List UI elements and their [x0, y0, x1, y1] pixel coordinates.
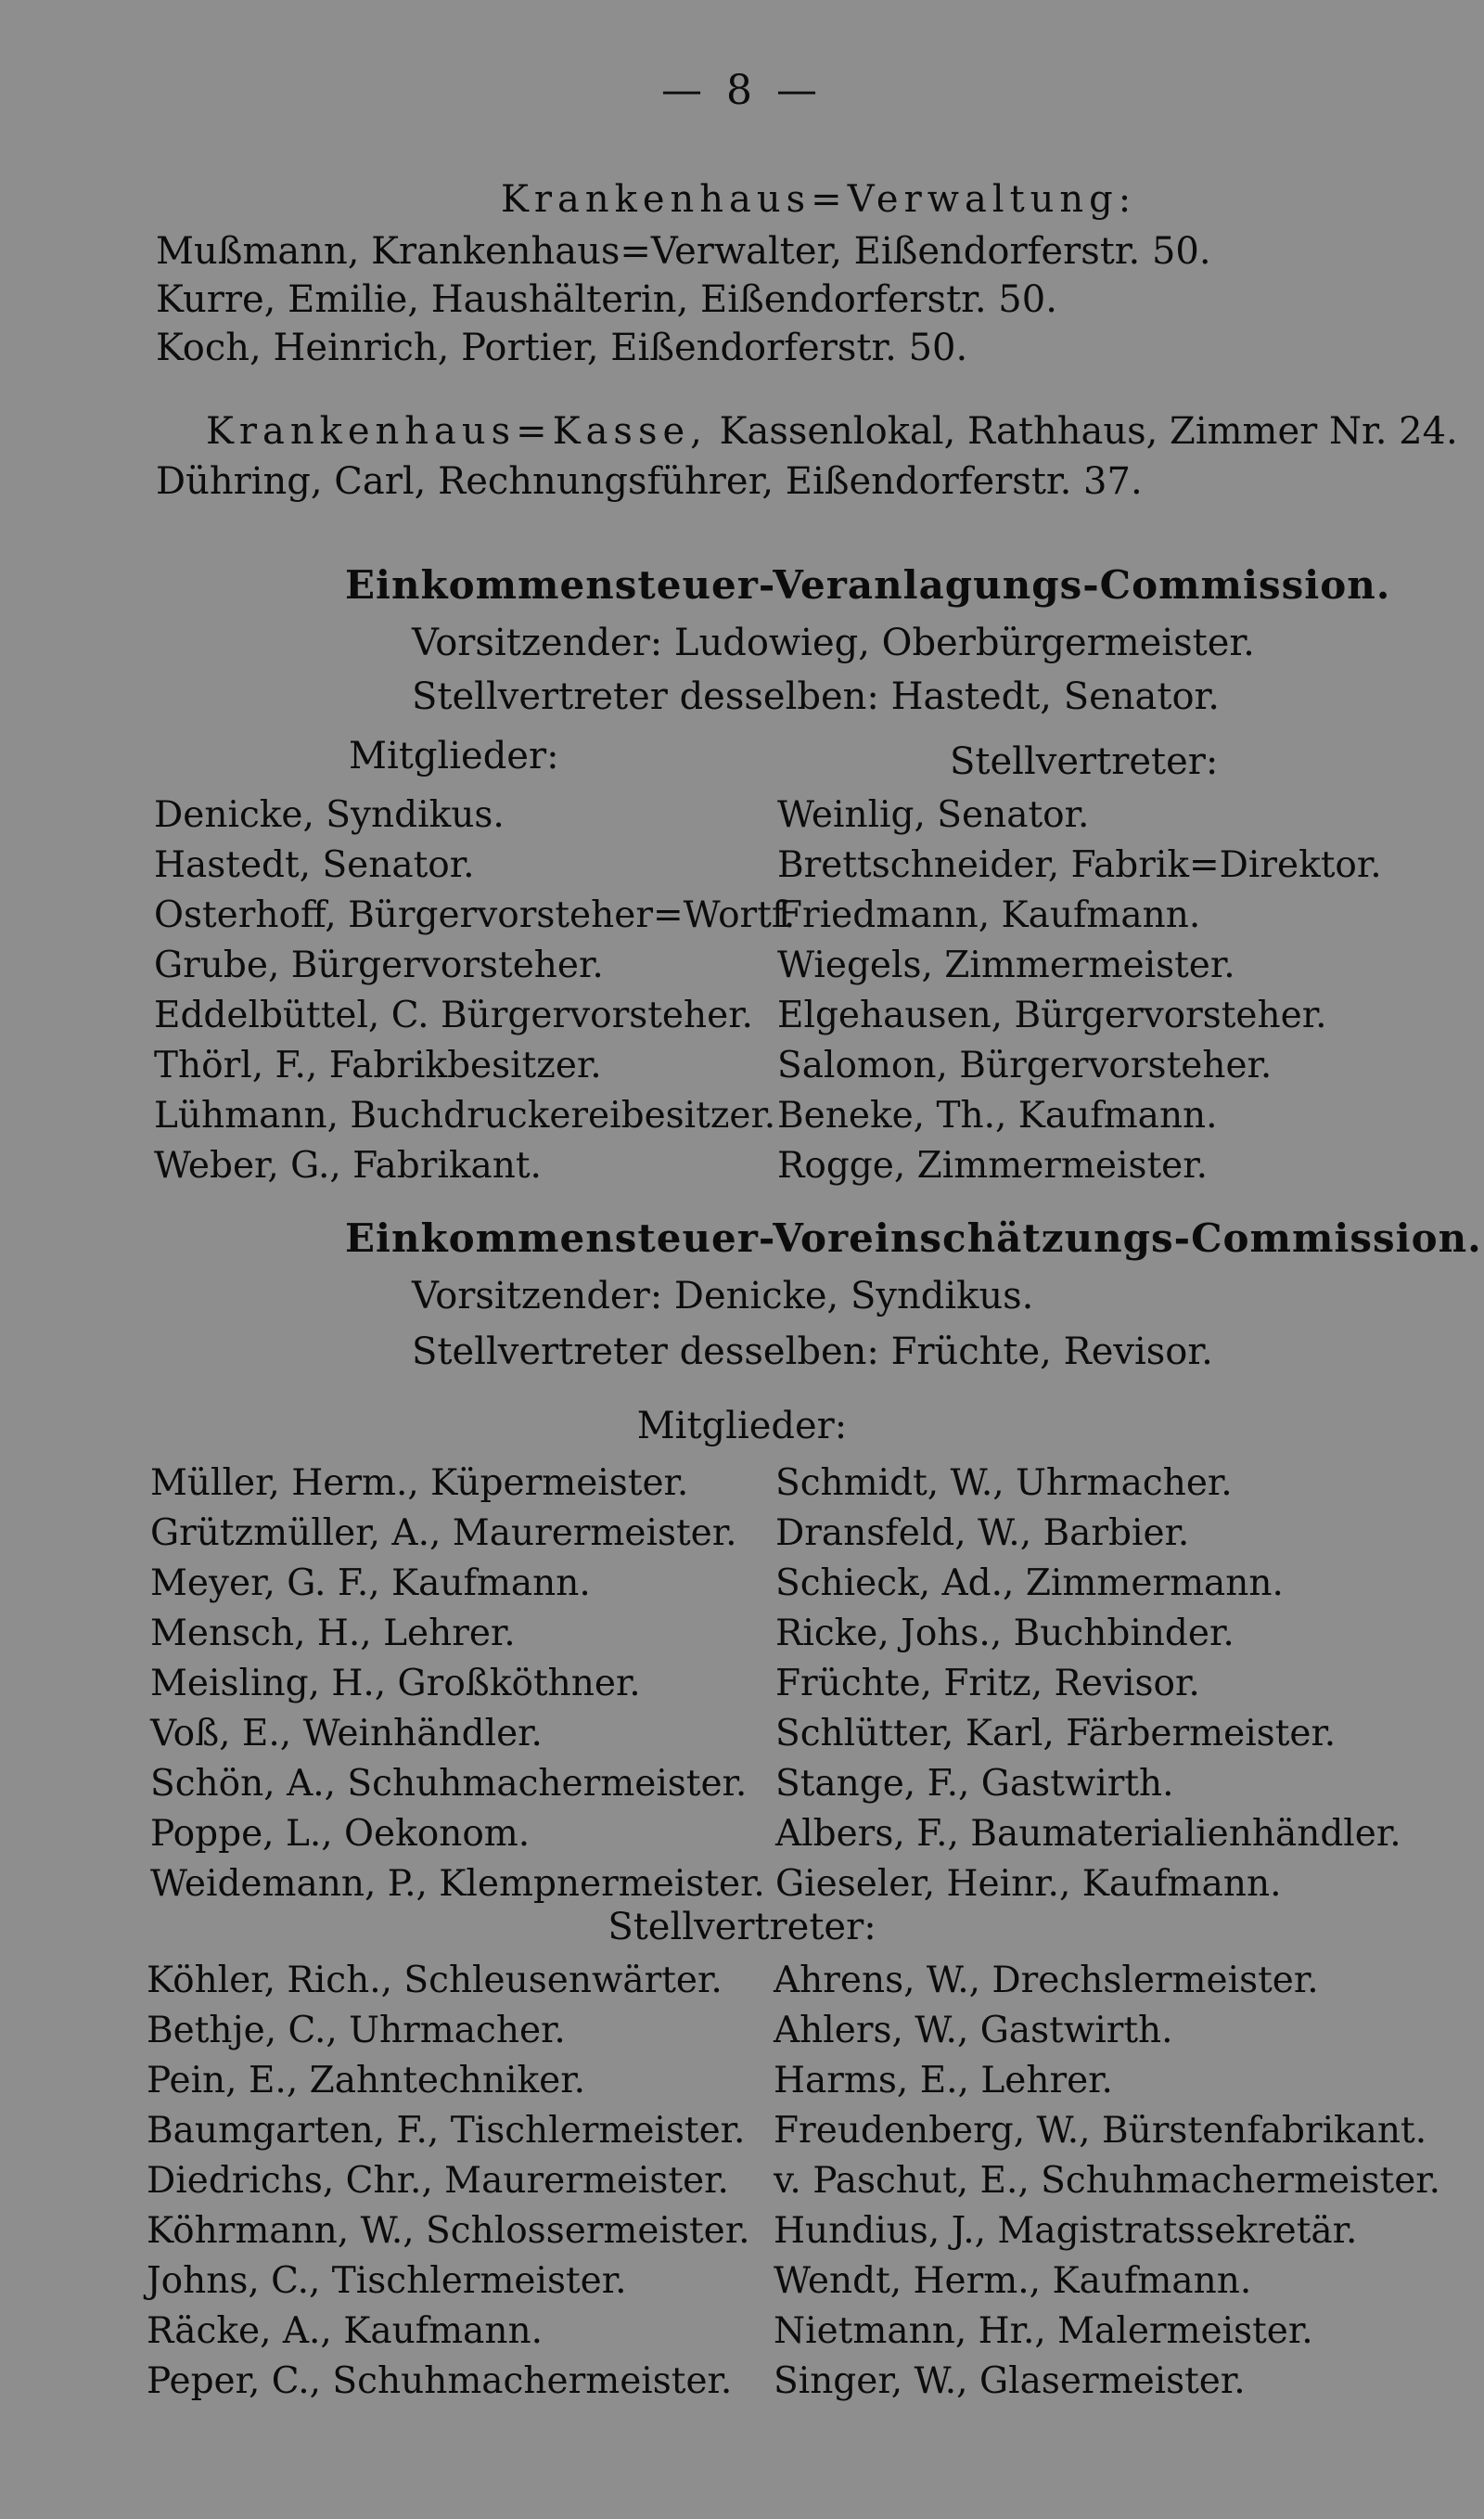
- list-item: Schlütter, Karl, Färbermeister.: [775, 1713, 1337, 1754]
- list-item: Harms, E., Lehrer.: [774, 2060, 1113, 2101]
- krankenhaus-kasse-person: Dühring, Carl, Rechnungsführer, Eißendorferstr. 37.: [156, 460, 1143, 503]
- veranlagungs-deputies-header: Stellvertreter:: [950, 740, 1219, 783]
- list-item: Friedmann, Kaufmann.: [777, 894, 1201, 936]
- list-item: Diedrichs, Chr., Maurermeister.: [147, 2160, 729, 2202]
- list-item: Pein, E., Zahntechniker.: [147, 2060, 585, 2101]
- page-number: — 8 —: [661, 67, 823, 114]
- veranlagungs-title: Einkommensteuer-Veranlagungs-Commission.: [345, 562, 1391, 608]
- list-item: Weber, G., Fabrikant.: [154, 1145, 542, 1187]
- list-item: Baumgarten, F., Tischlermeister.: [147, 2110, 746, 2152]
- list-item: Hastedt, Senator.: [154, 844, 475, 886]
- list-item: Brettschneider, Fabrik=Direktor.: [777, 844, 1382, 886]
- list-item: Rogge, Zimmermeister.: [777, 1145, 1208, 1187]
- list-item: Beneke, Th., Kaufmann.: [777, 1095, 1218, 1137]
- krankenhaus-kasse-line: [206, 408, 1458, 455]
- voreinschaetzungs-chair: Vorsitzender: Denicke, Syndikus.: [412, 1275, 1034, 1317]
- list-item: Freudenberg, W., Bürstenfabrikant.: [774, 2110, 1427, 2152]
- list-item: Peper, C., Schuhmachermeister.: [147, 2360, 733, 2402]
- voreinschaetzungs-members-left: [150, 1459, 765, 1909]
- list-item: Dransfeld, W., Barbier.: [775, 1512, 1190, 1554]
- list-item: Bethje, C., Uhrmacher.: [147, 2010, 566, 2051]
- list-item: Hundius, J., Magistratssekretär.: [774, 2210, 1358, 2252]
- list-item: v. Paschut, E., Schuhmachermeister.: [774, 2160, 1441, 2202]
- list-item: Ricke, Johs., Buchbinder.: [775, 1613, 1235, 1654]
- veranlagungs-members-list: [154, 790, 795, 1191]
- voreinschaetzungs-members-header: Mitglieder:: [636, 1405, 848, 1447]
- krankenhaus-kasse-location: Kassenlokal, Rathhaus, Zimmer Nr. 24.: [707, 410, 1458, 453]
- list-item: Ahrens, W., Drechslermeister.: [774, 1960, 1319, 2001]
- veranlagungs-deputy: Stellvertreter desselben: Hastedt, Senator.: [412, 675, 1220, 718]
- voreinschaetzungs-members-right: [775, 1459, 1401, 1909]
- veranlagungs-deputies-list: [777, 790, 1382, 1191]
- veranlagungs-members-header: Mitglieder:: [349, 735, 559, 778]
- krankenhaus-verwaltung-title: Krankenhaus=Verwaltung:: [501, 178, 1137, 221]
- list-item: Elgehausen, Bürgervorsteher.: [777, 995, 1327, 1036]
- krankenhaus-verwaltung-line: Mußmann, Krankenhaus=Verwalter, Eißendorferstr. 50.: [156, 230, 1211, 273]
- list-item: Wiegels, Zimmermeister.: [777, 945, 1235, 986]
- krankenhaus-verwaltung-line: Koch, Heinrich, Portier, Eißendorferstr. 50.: [156, 327, 968, 369]
- list-item: Früchte, Fritz, Revisor.: [775, 1663, 1200, 1704]
- list-item: Denicke, Syndikus.: [154, 794, 505, 836]
- voreinschaetzungs-deputy: Stellvertreter desselben: Früchte, Revisor.: [412, 1330, 1213, 1373]
- list-item: Mensch, H., Lehrer.: [150, 1613, 516, 1654]
- list-item: Salomon, Bürgervorsteher.: [777, 1045, 1273, 1086]
- list-item: Wendt, Herm., Kaufmann.: [774, 2260, 1252, 2302]
- list-item: Meyer, G. F., Kaufmann.: [150, 1562, 591, 1604]
- list-item: Thörl, F., Fabrikbesitzer.: [154, 1045, 602, 1086]
- list-item: Schön, A., Schuhmachermeister.: [150, 1763, 748, 1805]
- list-item: Meisling, H., Großköthner.: [150, 1663, 641, 1704]
- list-item: Ahlers, W., Gastwirth.: [774, 2010, 1173, 2051]
- voreinschaetzungs-deputies-left: [147, 1956, 750, 2407]
- list-item: Köhler, Rich., Schleusenwärter.: [147, 1960, 723, 2001]
- list-item: Gieseler, Heinr., Kaufmann.: [775, 1863, 1282, 1905]
- list-item: Nietmann, Hr., Malermeister.: [774, 2310, 1313, 2352]
- list-item: Schieck, Ad., Zimmermann.: [775, 1562, 1284, 1604]
- list-item: Singer, W., Glasermeister.: [774, 2360, 1246, 2402]
- list-item: Schmidt, W., Uhrmacher.: [775, 1462, 1233, 1504]
- veranlagungs-chair: Vorsitzender: Ludowieg, Oberbürgermeister.: [412, 622, 1255, 664]
- list-item: Grützmüller, A., Maurermeister.: [150, 1512, 737, 1554]
- list-item: Weinlig, Senator.: [777, 794, 1090, 836]
- list-item: Müller, Herm., Küpermeister.: [150, 1462, 689, 1504]
- voreinschaetzungs-deputies-right: [774, 1956, 1440, 2407]
- list-item: Stange, F., Gastwirth.: [775, 1763, 1174, 1805]
- list-item: Räcke, A., Kaufmann.: [147, 2310, 544, 2352]
- list-item: Voß, E., Weinhändler.: [150, 1713, 543, 1754]
- krankenhaus-verwaltung-line: Kurre, Emilie, Haushälterin, Eißendorferstr. 50.: [156, 278, 1057, 321]
- list-item: Weidemann, P., Klempnermeister.: [150, 1863, 765, 1905]
- list-item: Köhrmann, W., Schlossermeister.: [147, 2210, 750, 2252]
- list-item: Lühmann, Buchdruckereibesitzer.: [154, 1095, 776, 1137]
- list-item: Albers, F., Baumaterialienhändler.: [775, 1813, 1401, 1855]
- list-item: Grube, Bürgervorsteher.: [154, 945, 604, 986]
- voreinschaetzungs-title: Einkommensteuer-Voreinschätzungs-Commission.: [345, 1215, 1482, 1261]
- list-item: Osterhoff, Bürgervorsteher=Wortf.: [154, 894, 796, 936]
- voreinschaetzungs-deputies-header: Stellvertreter:: [608, 1906, 876, 1948]
- list-item: Eddelbüttel, C. Bürgervorsteher.: [154, 995, 753, 1036]
- list-item: Johns, C., Tischlermeister.: [147, 2260, 627, 2302]
- krankenhaus-kasse-title: Krankenhaus=Kasse,: [206, 410, 708, 453]
- list-item: Poppe, L., Oekonom.: [150, 1813, 531, 1855]
